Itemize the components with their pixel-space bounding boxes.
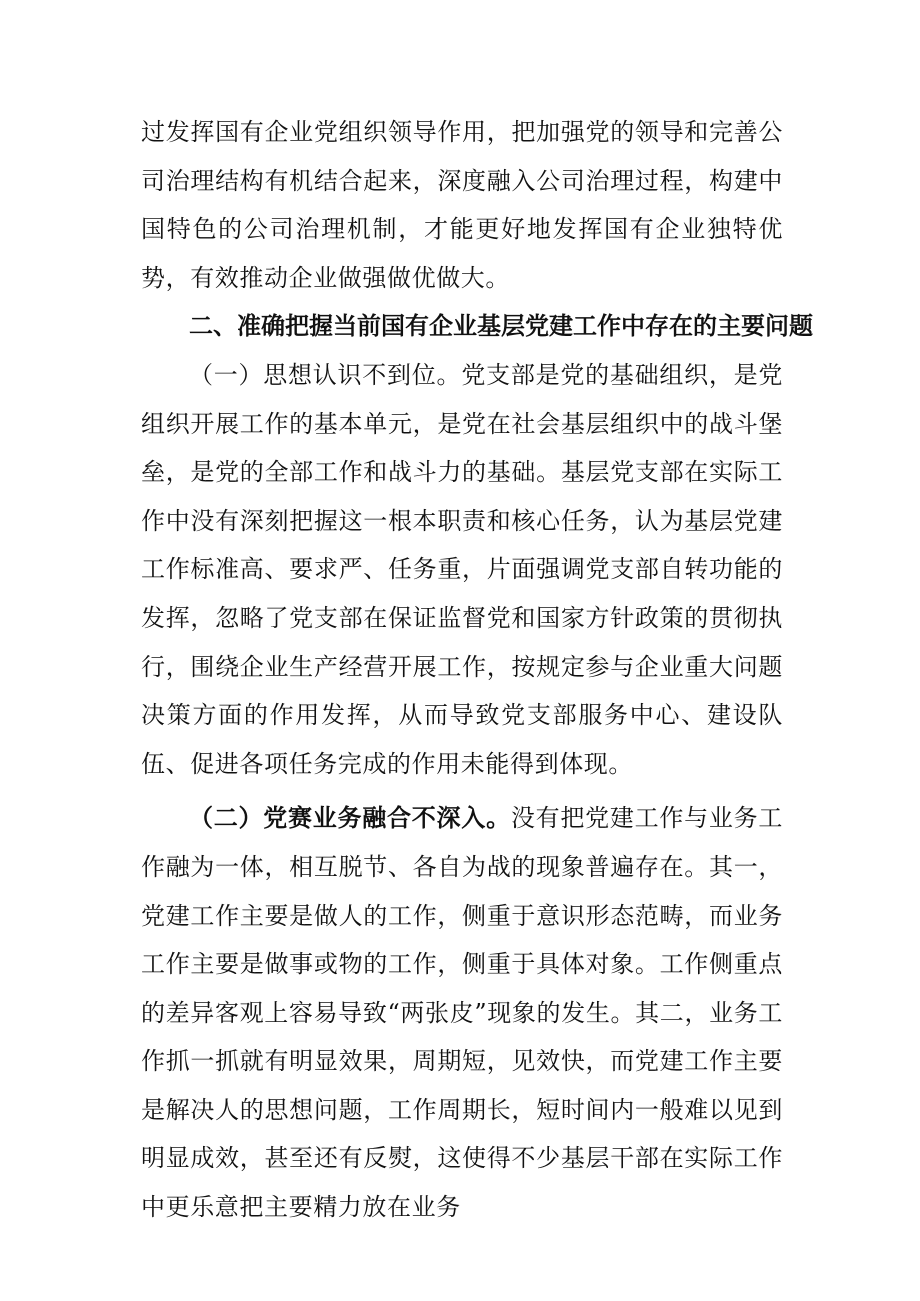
paragraph-item-1 — [141, 351, 783, 788]
item-2-lead: （二）党赛业务融合不深入。 — [189, 803, 511, 833]
item-1-lead: （一）思想认识不到位。 — [189, 360, 462, 389]
document-page — [141, 108, 813, 1232]
paragraph-item-2 — [141, 794, 783, 1231]
item-2-body: 没有把党建工作与业务工作融为一体，相互脱节、各自为战的现象普遍存在。其一，党建工作主要是做人的工作，侧重于意识形态范畴，而业务工作主要是做事或物的工作，侧重于具体对象。工作侧重点的差异客观上容易导致“两张皮”现象的发生。其二，业务工作抓一抓就有明显效果，周期短，见效快，而党建工作主要是解决人的思想问题，工作周期长，短时间内一般难以见到明显成效，甚至还有反熨，这使得不少基层干部在实际工作中更乐意把主要精力放在业务 — [141, 804, 783, 1222]
section-heading: 二、准确把握当前国有企业基层党建工作中存在的主要问题 — [189, 311, 813, 341]
item-1-body: 党支部是党的基础组织，是党组织开展工作的基本单元，是党在社会基层组织中的战斗堡垒，是党的全部工作和战斗力的基础。基层党支部在实际工作中没有深刻把握这一根本职责和核心任务，认为基层党建工作标准高、要求严、任务重，片面强调党支部自转功能的发挥，忽略了党支部在保证监督党和国家方针政策的贯彻执行，围绕企业生产经营开展工作，按规定参与企业重大问题决策方面的作用发挥，从而导致党支部服务中心、建设队伍、促进各项任务完成的作用未能得到体现。 — [141, 360, 783, 778]
paragraph-continuation: 过发挥国有企业党组织领导作用，把加强党的领导和完善公司治理结构有机结合起来，深度融入公司治理过程，构建中国特色的公司治理机制，才能更好地发挥国有企业独特优势，有效推动企业做强做优做大。 — [141, 118, 783, 292]
